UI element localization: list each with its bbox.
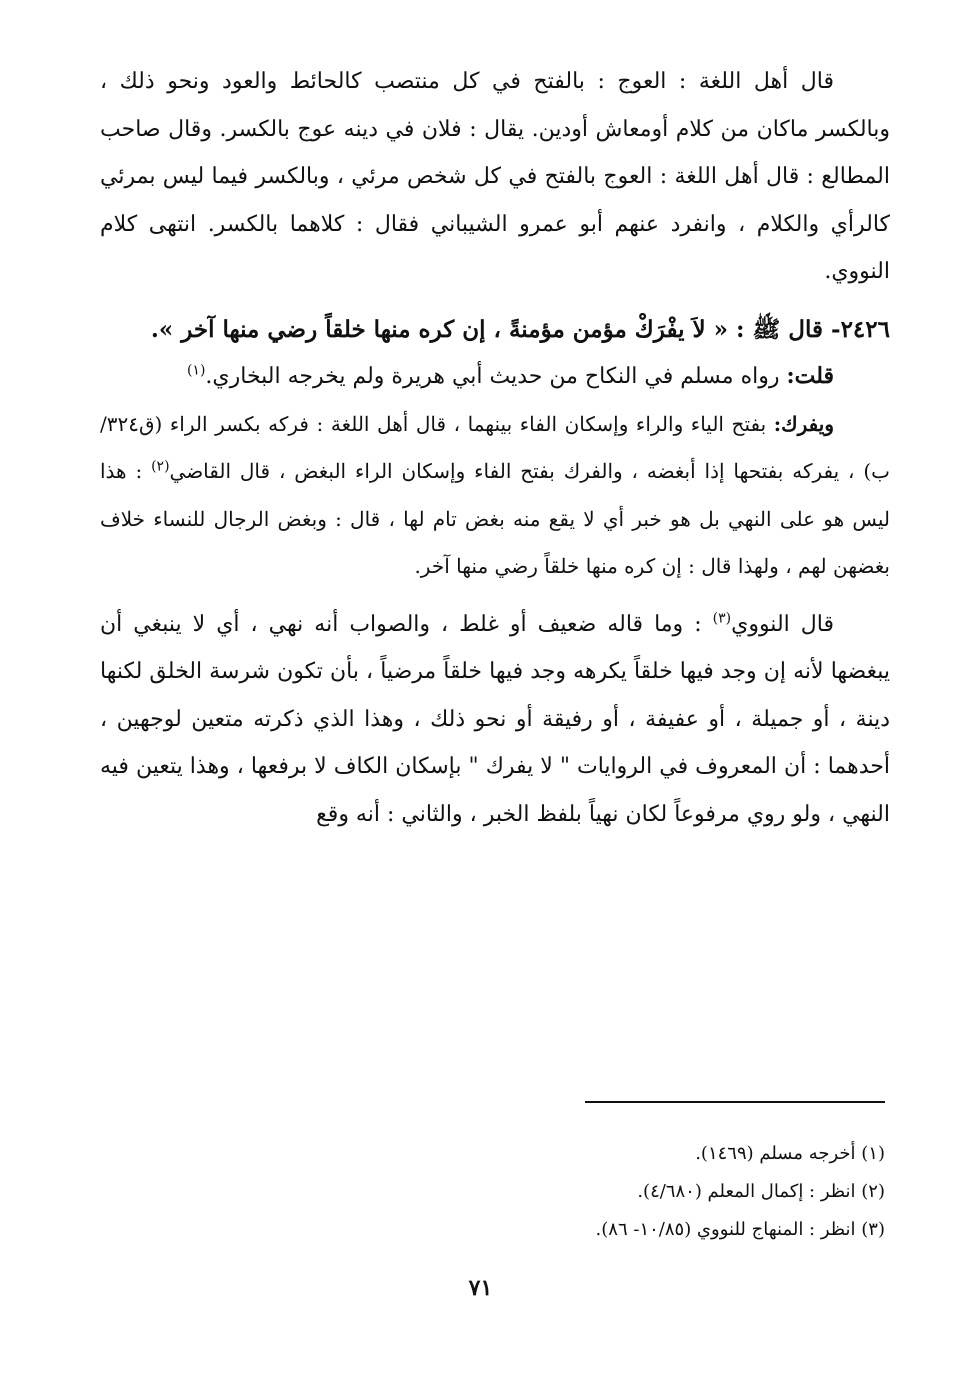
paragraph-nawawi-comment [100, 601, 890, 839]
source-text: رواه مسلم في النكاح من حديث أبي هريرة ولم يخرجه البخاري. [205, 364, 787, 389]
nawawi-label: قال النووي [731, 611, 834, 637]
explanation-text-2: : هذا ليس هو على النهي بل هو خبر أي لا يقع منه بغض تام لها ، قال : وبغض الرجال للنساء خلاف بغضهن لهم ، ولهذا قال : إن كره منها خلقاً رضي منها آخر. [100, 459, 890, 578]
nawawi-text: : وما قاله ضعيف أو غلط ، والصواب أنه نهي ، أي لا ينبغي أن يبغضها لأنه إن وجد فيها خلقاً يكرهه وجد فيها خلقاً مرضياً ، بأن تكون شرسة الخلق لكنها دينة ، أو جميلة ، أو عفيفة ، أو رفيقة أو نحو ذلك ، وهذا الذي ذكرته متعين لوجهين ، أحدهما : أن المعروف في الروايات " لا يفرك " بإسكان الكاف لا برفعها ، وهذا يتعين فيه النهي ، ولو روي مرفوعاً لكان نهياً بلفظ الخبر ، والثاني : أنه وقع [100, 611, 890, 827]
footnote-ref-3[interactable]: (٣) [712, 610, 732, 627]
paragraph-lexical-note: قال أهل اللغة : العوج : بالفتح في كل منتصب كالحائط والعود ونحو ذلك ، وبالكسر ماكان من كلام أومعاش أودين. يقال : فلان في دينه عوج بالكسر. وقال صاحب المطالع : قال أهل اللغة : العوج بالفتح في كل شخص مرئي ، وبالكسر فيما ليس بمرئي كالرأي والكلام ، وانفرد عنهم أبو عمرو الشيباني فقال : كلاهما بالكسر. انتهى كلام النووي. [100, 69, 890, 284]
hadith-heading: ٢٤٢٦- قال ﷺ : « لاَ يفْرَكْ مؤمن مؤمنةً ، إن كره منها خلقاً رضي منها آخر ». [150, 315, 890, 343]
explanation-text-1: بفتح الياء والراء وإسكان الفاء بينهما ، قال أهل اللغة : فركه بكسر الراء (ق٣٢٤/ ب) ، يفركه بفتحها إذا أبغضه ، والفرك بفتح الفاء وإسكان الراء البغض ، قال القاضي [100, 411, 890, 483]
footnote-1: (١) أخرجه مسلم (١٤٦٩). [695, 1143, 885, 1164]
footnotes [100, 1135, 885, 1249]
footnote-ref-1[interactable]: (١) [186, 362, 206, 379]
footnote-ref-2[interactable]: (٢) [151, 458, 170, 475]
main-text [100, 58, 890, 838]
page-number: ٧١ [468, 1275, 493, 1301]
footnote-divider [585, 1101, 885, 1103]
paragraph-source-note [100, 353, 890, 401]
yafrak-label: ويفرك: [773, 411, 834, 436]
footnote-3: (٣) انظر : المنهاج للنووي (١٠/٨٥- ٨٦). [595, 1219, 885, 1240]
paragraph-word-explanation [100, 401, 890, 591]
qultu-label: قلت: [786, 363, 834, 389]
footnote-2: (٢) انظر : إكمال المعلم (٤/٦٨٠). [637, 1181, 885, 1202]
